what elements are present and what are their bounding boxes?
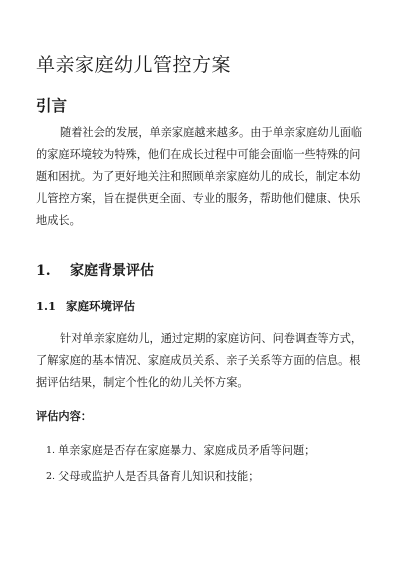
subsection-number: 1.1	[36, 299, 57, 313]
list-item	[36, 466, 364, 492]
section-title: 家庭背景评估	[70, 263, 154, 279]
list-item-text: 父母或监护人是否具备育儿知识和技能；	[58, 470, 260, 483]
intro-line: 随着社会的发展，单亲家庭越来越多。由于单亲家庭幼儿面临	[60, 126, 363, 139]
list-marker: 1.	[46, 445, 56, 456]
intro-line: 地成长。	[36, 214, 81, 227]
list-item-text: 单亲家庭是否存在家庭暴力、家庭成员矛盾等问题；	[58, 444, 316, 457]
section-heading-family-background	[36, 260, 154, 280]
intro-line: 题和困扰。为了更好地关注和照顾单亲家庭幼儿的成长，制定本幼	[36, 170, 361, 183]
list-marker: 2.	[46, 471, 56, 482]
intro-line: 的家庭环境较为特殊，他们在成长过程中可能会面临一些特殊的问	[36, 148, 361, 161]
evaluation-list	[36, 440, 364, 492]
subsection-heading-home-environment	[36, 298, 135, 314]
intro-heading: 引言	[36, 96, 68, 115]
subsection-paragraph	[36, 328, 364, 394]
paragraph-line: 据评估结果，制定个性化的幼儿关怀方案。	[36, 376, 249, 389]
subsection-title: 家庭环境评估	[66, 299, 135, 313]
document-title: 单亲家庭幼儿管控方案	[36, 54, 232, 76]
intro-paragraph	[36, 122, 364, 232]
section-number: 1.	[36, 263, 51, 279]
paragraph-line: 针对单亲家庭幼儿，通过定期的家庭访问、问卷调查等方式，	[60, 332, 363, 345]
evaluation-label: 评估内容：	[36, 409, 92, 423]
paragraph-line: 了解家庭的基本情况、家庭成员关系、亲子关系等方面的信息。根	[36, 354, 361, 367]
list-item	[36, 440, 364, 466]
intro-line: 儿管控方案，旨在提供更全面、专业的服务，帮助他们健康、快乐	[36, 192, 361, 205]
